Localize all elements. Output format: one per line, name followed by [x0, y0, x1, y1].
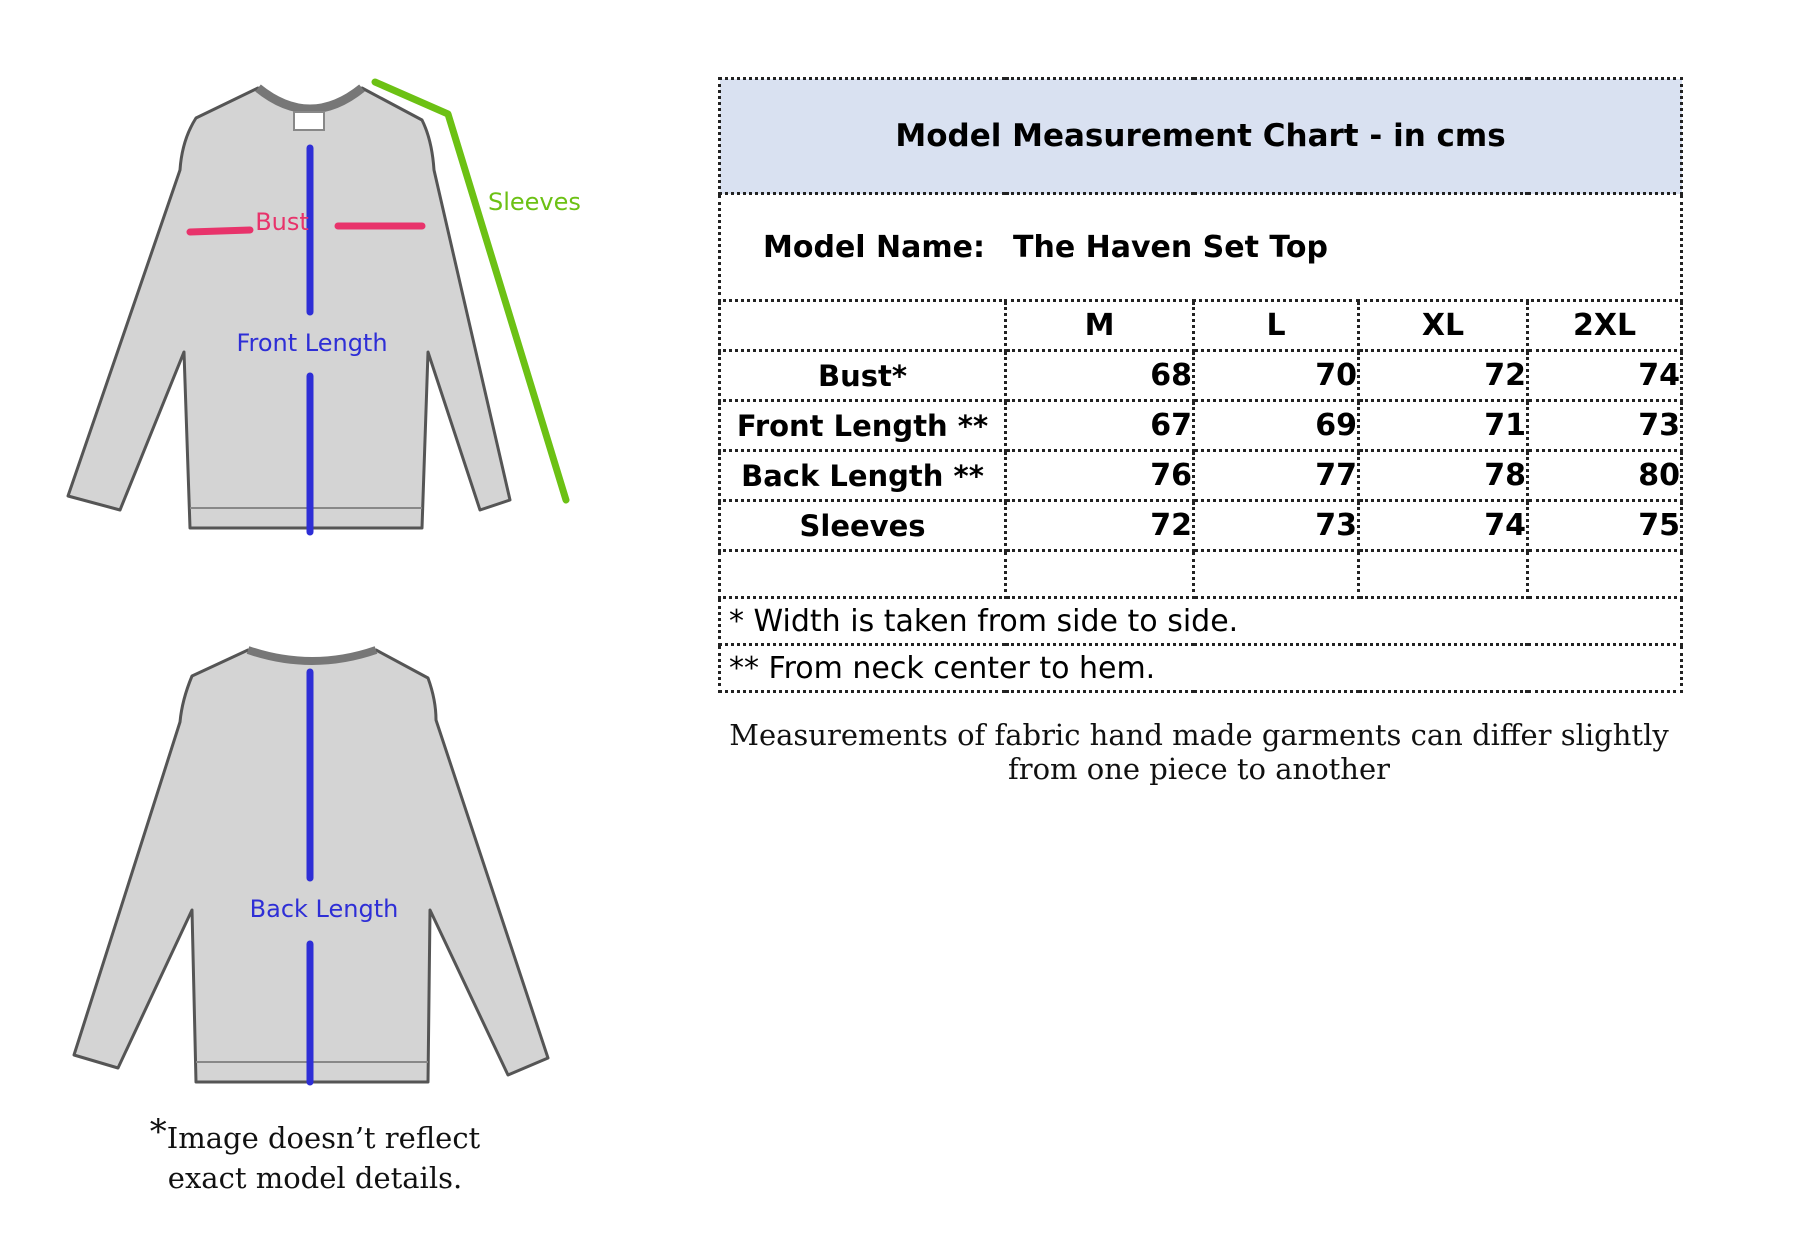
- row-label: Back Length **: [720, 451, 1006, 501]
- chart-title: Model Measurement Chart - in cms: [720, 79, 1682, 194]
- size-header: XL: [1359, 301, 1528, 351]
- model-name-row: [720, 194, 1682, 301]
- table-cell: 73: [1528, 401, 1682, 451]
- table-row: [720, 351, 1682, 401]
- table-cell: 71: [1359, 401, 1528, 451]
- table-cell: 69: [1194, 401, 1359, 451]
- empty-cell: [1006, 551, 1194, 598]
- row-label: Sleeves: [720, 501, 1006, 551]
- size-header: L: [1194, 301, 1359, 351]
- back-length-label: Back Length: [249, 895, 399, 923]
- disclaimer-line-1: Image doesn’t reflect: [166, 1121, 481, 1155]
- table-cell: 74: [1359, 501, 1528, 551]
- empty-cell: [1528, 551, 1682, 598]
- table-cell: 67: [1006, 401, 1194, 451]
- bust-label: Bust: [255, 208, 309, 236]
- table-row: [720, 451, 1682, 501]
- note-row: [720, 598, 1682, 645]
- disclaimer-line-2: exact model details.: [167, 1161, 463, 1195]
- sleeves-label: Sleeves: [488, 188, 581, 216]
- table-cell: 72: [1006, 501, 1194, 551]
- image-disclaimer: [100, 1112, 530, 1198]
- front-shirt-body: [68, 88, 510, 528]
- caption-line-2: from one piece to another: [1007, 752, 1391, 786]
- length-note: ** From neck center to hem.: [720, 645, 1682, 692]
- neck-tag: [294, 112, 324, 130]
- size-header: M: [1006, 301, 1194, 351]
- table-cell: 75: [1528, 501, 1682, 551]
- table-row: [720, 501, 1682, 551]
- measurement-chart: [718, 77, 1683, 693]
- note-row: [720, 645, 1682, 692]
- back-neckline: [248, 650, 376, 661]
- table-cell: 77: [1194, 451, 1359, 501]
- caption-line-1: Measurements of fabric hand made garments can differ slightly: [729, 718, 1669, 752]
- empty-cell: [1194, 551, 1359, 598]
- size-header-row: [720, 301, 1682, 351]
- empty-cell: [1359, 551, 1528, 598]
- garment-illustration: [0, 0, 700, 1240]
- table-row: [720, 401, 1682, 451]
- table-cell: 73: [1194, 501, 1359, 551]
- table-cell: 74: [1528, 351, 1682, 401]
- table-cell: 76: [1006, 451, 1194, 501]
- width-note: * Width is taken from side to side.: [720, 598, 1682, 645]
- table-cell: 70: [1194, 351, 1359, 401]
- table-cell: 80: [1528, 451, 1682, 501]
- model-name-value: The Haven Set Top: [1013, 229, 1328, 265]
- measurement-caption: [718, 718, 1680, 786]
- model-name-label: Model Name:: [763, 229, 985, 265]
- bust-line-left: [190, 230, 250, 232]
- disclaimer-star: *: [149, 1112, 167, 1152]
- empty-row: [720, 551, 1682, 598]
- table-cell: 68: [1006, 351, 1194, 401]
- empty-cell: [720, 551, 1006, 598]
- front-shirt-drawing: [68, 88, 510, 528]
- table-cell: 78: [1359, 451, 1528, 501]
- table-cell: 72: [1359, 351, 1528, 401]
- header-corner: [720, 301, 1006, 351]
- row-label: Front Length **: [720, 401, 1006, 451]
- front-length-label: Front Length: [236, 329, 388, 357]
- size-header: 2XL: [1528, 301, 1682, 351]
- row-label: Bust*: [720, 351, 1006, 401]
